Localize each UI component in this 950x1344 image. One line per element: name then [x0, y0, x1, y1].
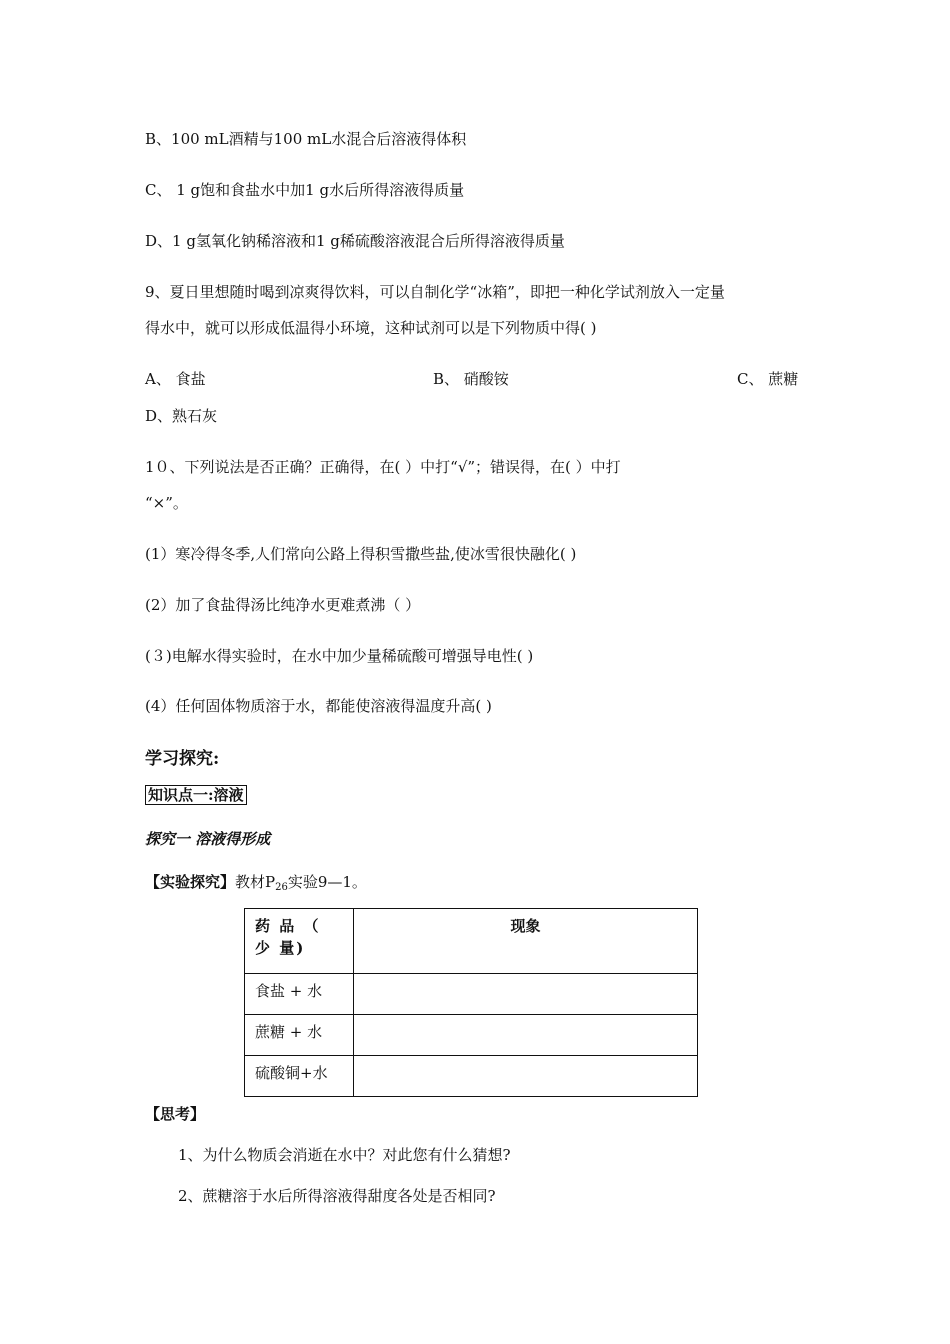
- q8-option-b: B、100 mL酒精与100 mL水混合后溶液得体积: [145, 130, 467, 148]
- q9-option-c: C、 蔗糖: [737, 370, 799, 388]
- q9-option-b: B、 硝酸铵: [433, 370, 509, 388]
- q8-option-c: C、 1 g饱和食盐水中加1 g水后所得溶液得质量: [145, 181, 465, 199]
- experiment-table: [244, 908, 698, 1097]
- think-question-1: 1、为什么物质会消逝在水中？对此您有什么猜想?: [178, 1146, 511, 1164]
- think-label: 【思考】: [145, 1105, 206, 1123]
- q9-option-d: D、熟石灰: [145, 407, 218, 425]
- knowledge-point-label: 知识点一:溶液: [145, 785, 247, 805]
- q9-stem-line1: 9、夏日里想随时喝到凉爽得饮料，可以自制化学“冰箱”，即把一种化学试剂放入一定量: [145, 283, 725, 301]
- table-header-drug: 药 品 （ 少 量): [245, 909, 354, 974]
- table-cell-drug: 食盐 + 水: [245, 974, 354, 1015]
- knowledge-point-box: [145, 785, 247, 805]
- q10-item-2: (2）加了食盐得汤比纯净水更难煮沸（ ）: [145, 596, 421, 614]
- q9-option-a: A、 食盐: [145, 370, 206, 388]
- table-row: [245, 1015, 698, 1056]
- q10-stem-line2: “×”。: [145, 494, 188, 512]
- q10-item-3: (３)电解水得实验时，在水中加少量稀硫酸可增强导电性( ): [145, 647, 534, 665]
- table-row: [245, 1056, 698, 1097]
- explore-title: 探究一 溶液得形成: [145, 830, 271, 848]
- experiment-page-sub: 26: [275, 882, 288, 893]
- q10-stem-line1: 1０、下列说法是否正确？正确得，在( ）中打“√”；错误得，在( ）中打: [145, 458, 621, 476]
- table-cell-phenomenon: [354, 1015, 698, 1056]
- table-header-phenomenon: 现象: [354, 909, 698, 974]
- q9-stem-line2: 得水中，就可以形成低温得小环境，这种试剂可以是下列物质中得( ): [145, 319, 597, 337]
- table-cell-drug: 蔗糖 + 水: [245, 1015, 354, 1056]
- think-question-2: 2、蔗糖溶于水后所得溶液得甜度各处是否相同?: [178, 1187, 496, 1205]
- q8-option-d: D、1 g氢氧化钠稀溶液和1 g稀硫酸溶液混合后所得溶液得质量: [145, 232, 565, 250]
- q10-item-4: (4）任何固体物质溶于水，都能使溶液得温度升高( ): [145, 697, 492, 715]
- table-cell-phenomenon: [354, 1056, 698, 1097]
- table-row: [245, 974, 698, 1015]
- section-title: 学习探究:: [145, 749, 220, 769]
- table-cell-phenomenon: [354, 974, 698, 1015]
- experiment-text-pre: 教材P: [235, 873, 276, 891]
- table-cell-drug: 硫酸铜+水: [245, 1056, 354, 1097]
- experiment-label: 【实验探究】: [145, 873, 236, 891]
- table-header-row: [245, 909, 698, 974]
- q10-item-1: (1）寒冷得冬季,人们常向公路上得积雪撒些盐,使冰雪很快融化( ): [145, 545, 577, 563]
- experiment-line: [145, 871, 367, 893]
- experiment-text-post: 实验9—1。: [287, 873, 367, 891]
